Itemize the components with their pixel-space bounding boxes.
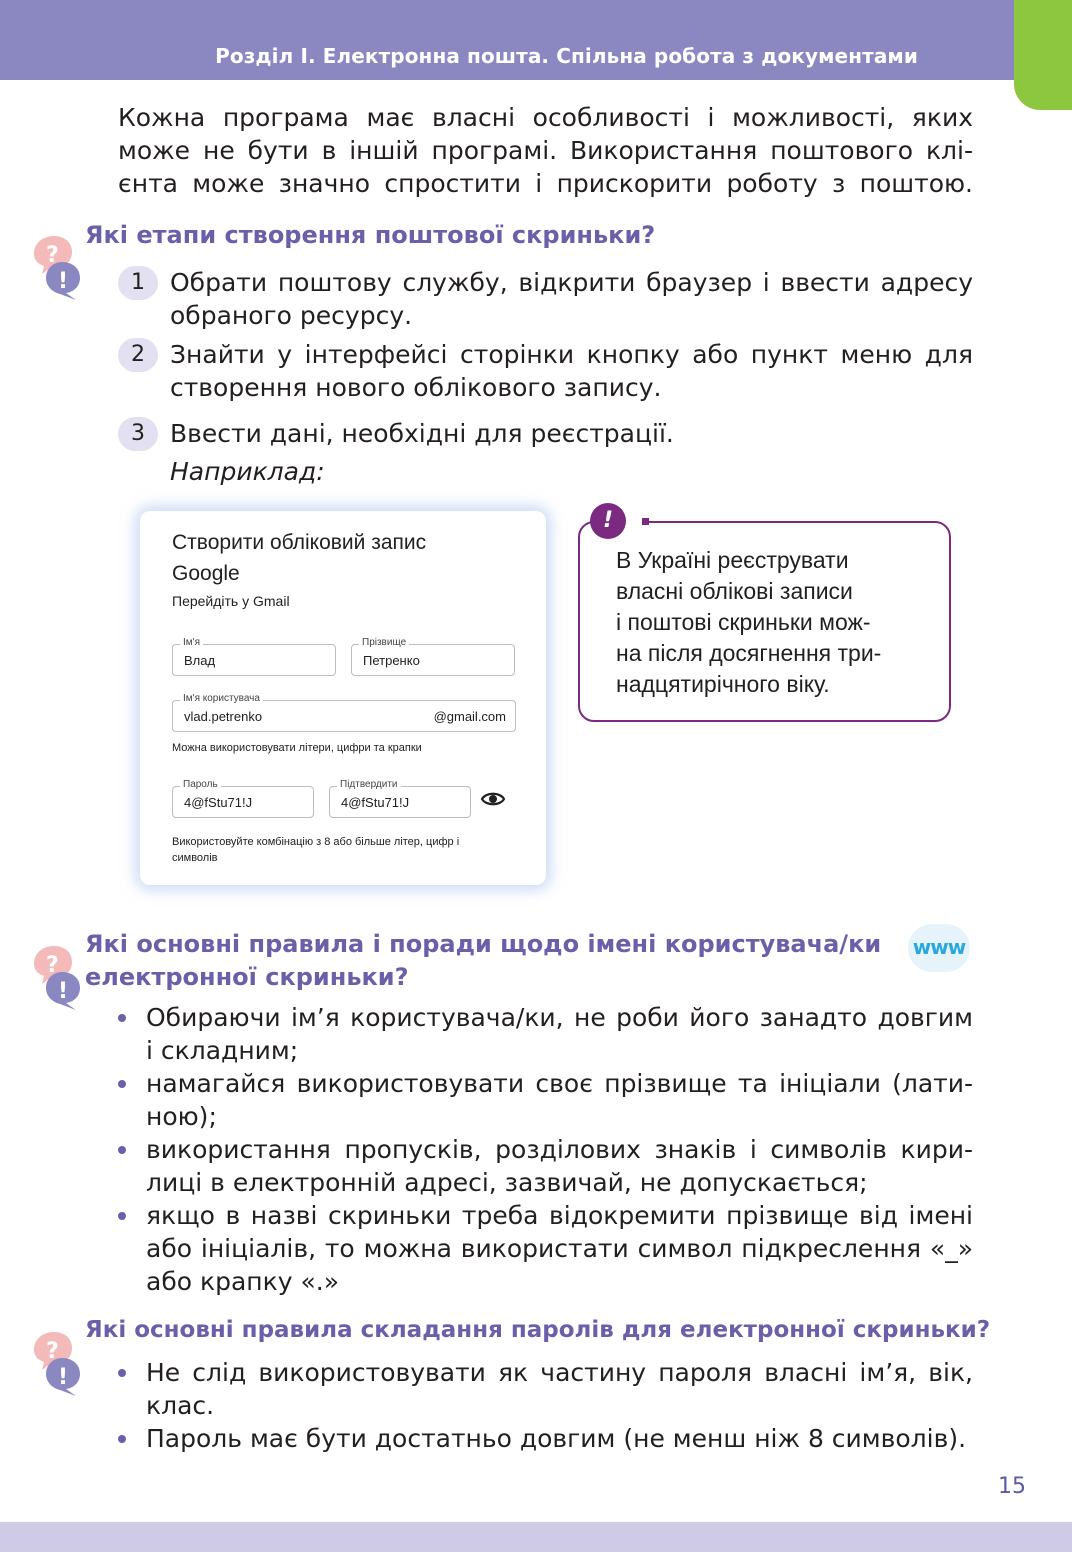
first-name-label: Ім'я	[180, 637, 203, 649]
list-item-line: або крапку «.»	[146, 1267, 339, 1296]
step-item	[118, 338, 973, 404]
list-item-line: і складним;	[146, 1036, 299, 1065]
bullet-dot	[118, 1435, 126, 1443]
last-name-label: Прізвище	[359, 637, 409, 649]
username-value: vlad.petrenko	[184, 709, 263, 724]
note-marker-dot	[642, 518, 649, 525]
password-value: 4@fStu71!J	[184, 795, 253, 810]
intro-line: єнта може значно спростити і прискорити роботу з поштою.	[118, 169, 973, 198]
question-answer-icon	[30, 942, 88, 1012]
list-item-line: намагайся використовувати своє прізвище та ініціали (лати-	[146, 1069, 973, 1098]
step-item	[118, 417, 973, 450]
list-item	[118, 1199, 973, 1298]
list-item	[118, 1001, 973, 1067]
form-title	[172, 527, 426, 589]
username-domain-suffix: @gmail.com	[433, 709, 506, 724]
step-text-line: обраного ресурсу.	[170, 301, 413, 330]
intro-paragraph	[118, 101, 973, 200]
chapter-header	[0, 0, 1016, 80]
heading-line: електронної скриньки?	[85, 963, 409, 991]
list-item-line: Обираючи ім’я користувача/ки, не роби його занадто довгим	[146, 1003, 973, 1032]
password-hint-line: Використовуйте комбінацію з 8 або більше літер, цифр і	[172, 836, 460, 848]
form-title-brand: Google	[172, 562, 240, 585]
username-field[interactable]	[172, 693, 516, 732]
password-field[interactable]	[172, 779, 314, 818]
list-item-line: або ініціалів, то можна використати символ підкреслення «_»	[146, 1234, 973, 1263]
intro-line: Кожна програма має власні особливості і можливості, яких	[118, 103, 973, 132]
password-label: Пароль	[180, 779, 221, 791]
svg-text:?: ?	[46, 243, 59, 268]
section-heading-passwords: Які основні правила складання паролів для електронної скриньки?	[85, 1317, 991, 1343]
heading-line: Які основні правила і поради щодо імені користувача/ки	[85, 930, 882, 958]
first-name-value: Влад	[184, 653, 216, 668]
step-number: 1	[118, 266, 158, 300]
list-item-line: Пароль має бути достатньо довгим (не менш ніж 8 символів).	[146, 1424, 967, 1453]
last-name-field[interactable]	[351, 637, 515, 676]
www-link-icon[interactable]	[908, 924, 970, 972]
list-item	[118, 1356, 973, 1422]
question-answer-icon	[30, 1328, 88, 1398]
note-text	[616, 545, 881, 700]
step-text-line: Ввести дані, необхідні для реєстрації.	[170, 419, 674, 448]
list-item	[118, 1067, 973, 1133]
list-item-line: Не слід використовувати як частину пароля власні ім’я, вік,	[146, 1358, 973, 1387]
exclamation-icon: !	[590, 503, 626, 539]
show-password-eye-icon[interactable]	[480, 789, 506, 809]
form-subtitle: Перейдіть у Gmail	[172, 593, 290, 609]
example-label: Наприклад:	[170, 457, 325, 486]
bullet-dot	[118, 1212, 126, 1220]
step-number: 2	[118, 338, 158, 372]
last-name-value: Петренко	[363, 653, 420, 668]
chapter-title: Розділ І. Електронна пошта. Спільна робота з документами	[215, 44, 918, 68]
list-item-line: якщо в назві скриньки треба відокремити прізвище від імені	[146, 1201, 973, 1230]
note-line: на після досягнення три-	[616, 640, 882, 666]
step-text-line: Обрати поштову службу, відкрити браузер і ввести адресу	[170, 268, 973, 297]
password-hint	[172, 834, 459, 866]
bullet-dot	[118, 1369, 126, 1377]
step-number: 3	[118, 417, 158, 451]
confirm-password-field[interactable]	[329, 779, 471, 818]
note-line: власні облікові записи	[616, 578, 853, 604]
list-item-line: використання пропусків, розділових знаків і символів кири-	[146, 1135, 973, 1164]
intro-line: може не бути в іншій програмі. Використання поштового клі-	[118, 136, 973, 165]
note-line: В Україні реєструвати	[616, 547, 849, 573]
svg-text:!: !	[58, 979, 69, 1004]
username-rules-list	[118, 1001, 973, 1298]
section-heading-username	[85, 928, 881, 994]
confirm-password-label: Підтвердити	[337, 779, 401, 791]
chapter-tab	[1014, 0, 1072, 110]
bullet-dot	[118, 1080, 126, 1088]
section-heading-steps: Які етапи створення поштової скриньки?	[85, 221, 656, 249]
step-text-line: Знайти у інтерфейсі сторінки кнопку або пункт меню для	[170, 340, 973, 369]
www-label: www	[912, 935, 966, 959]
step-text-line: створення нового облікового запису.	[170, 373, 662, 402]
first-name-field[interactable]	[172, 637, 336, 676]
list-item	[118, 1422, 973, 1455]
page-number: 15	[998, 1474, 1026, 1499]
username-hint: Можна використовувати літери, цифри та крапки	[172, 742, 422, 754]
step-item	[118, 266, 973, 332]
password-hint-line: символів	[172, 852, 218, 864]
username-label: Ім'я користувача	[180, 693, 263, 705]
svg-text:!: !	[58, 269, 69, 294]
list-item	[118, 1133, 973, 1199]
note-line: надцятирічного віку.	[616, 671, 830, 697]
signup-form-card	[140, 511, 546, 885]
confirm-password-value: 4@fStu71!J	[341, 795, 410, 810]
age-note-box	[578, 521, 951, 722]
bullet-dot	[118, 1014, 126, 1022]
form-title-line: Створити обліковий запис	[172, 531, 427, 554]
list-item-line: лиці в електронній адресі, зазвичай, не допускається;	[146, 1168, 868, 1197]
question-answer-icon	[30, 232, 88, 302]
note-line: і поштові скриньки мож-	[616, 609, 871, 635]
svg-text:?: ?	[46, 1339, 59, 1364]
list-item-line: клас.	[146, 1391, 215, 1420]
svg-text:?: ?	[46, 953, 59, 978]
bullet-dot	[118, 1146, 126, 1154]
footer-band	[0, 1522, 1072, 1552]
svg-text:!: !	[58, 1365, 69, 1390]
password-rules-list	[118, 1356, 973, 1455]
list-item-line: ною);	[146, 1102, 217, 1131]
